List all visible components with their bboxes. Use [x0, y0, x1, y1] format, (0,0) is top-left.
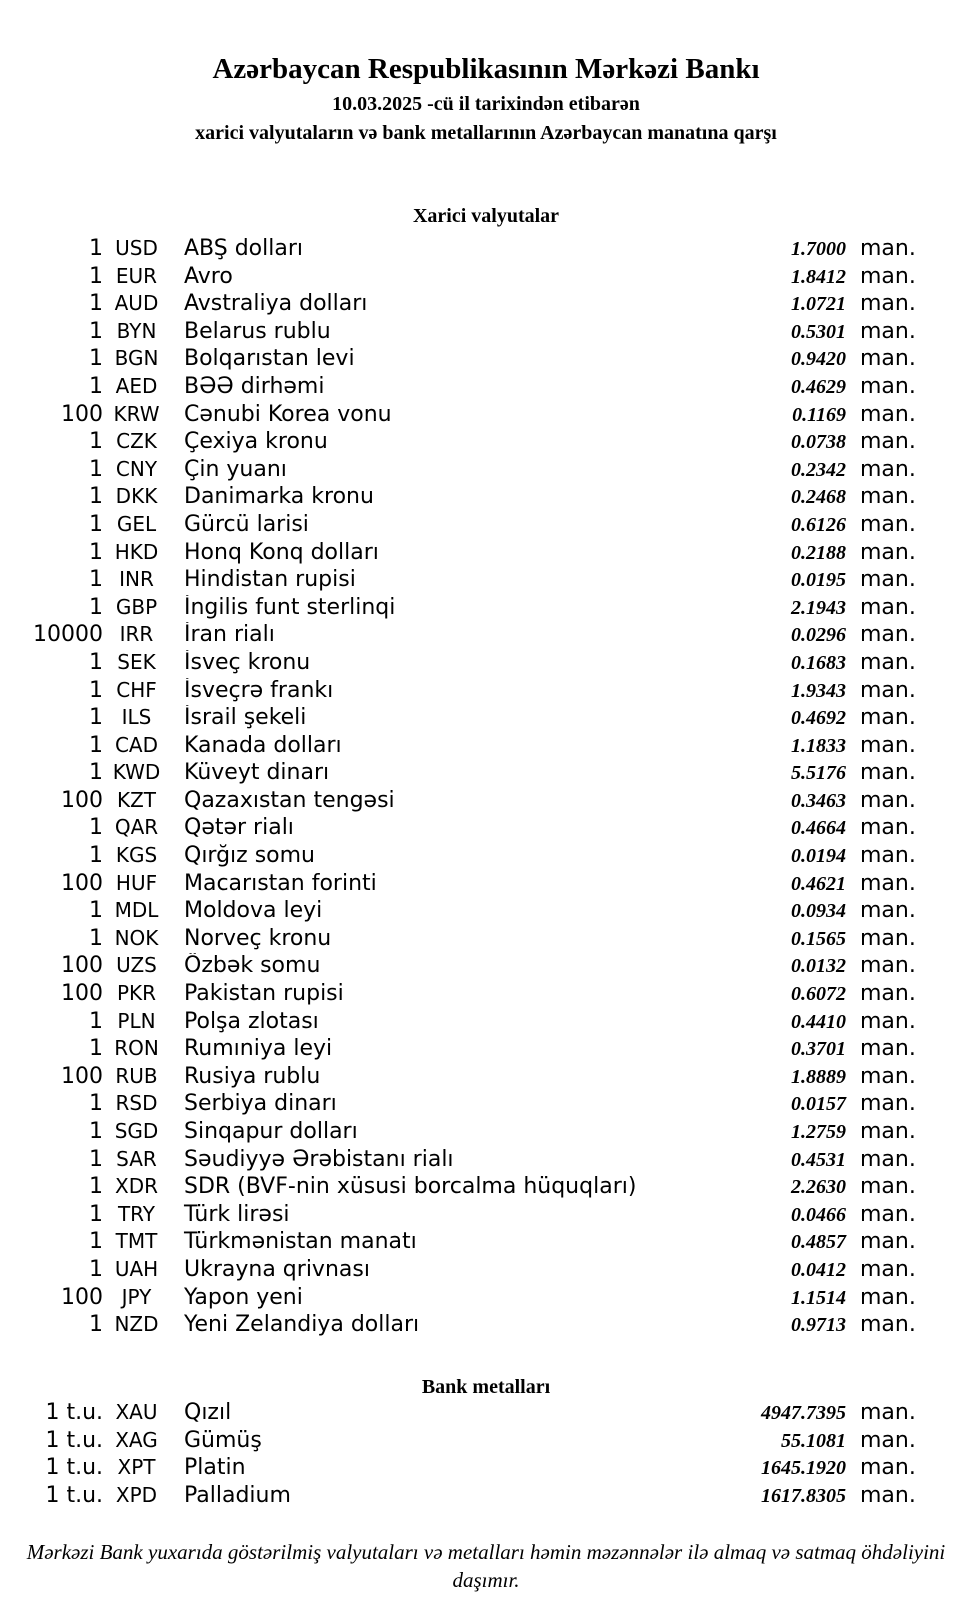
rate-cell: 1.1514: [791, 1286, 846, 1309]
name-cell: Honq Konq dolları: [184, 539, 379, 565]
rate-cell: 0.0132: [791, 955, 846, 978]
name-cell: Platin: [184, 1455, 246, 1481]
quantity-cell: 1: [89, 1174, 103, 1200]
quantity-cell: 1: [89, 1119, 103, 1144]
quantity-cell: 1: [89, 456, 103, 482]
currency-row: [0, 733, 972, 761]
unit-cell: man.: [860, 429, 916, 455]
currency-row: [0, 429, 972, 457]
rate-cell: 0.0296: [791, 624, 846, 647]
code-cell: KGS: [115, 843, 158, 868]
unit-cell: man.: [860, 1400, 916, 1425]
currency-row: [0, 926, 972, 954]
name-cell: Ukrayna qrivnası: [184, 1256, 370, 1282]
quantity-cell: 1: [89, 567, 103, 593]
quantity-cell: 1: [89, 1312, 103, 1338]
name-cell: Palladium: [184, 1482, 291, 1508]
currency-row: [0, 760, 972, 788]
currency-row: [0, 567, 972, 595]
rate-cell: 0.3463: [791, 789, 846, 812]
unit-cell: man.: [860, 456, 916, 482]
quantity-cell: 1: [89, 263, 103, 289]
name-cell: Avstraliya dolları: [184, 291, 368, 317]
quantity-cell: 100: [61, 981, 103, 1007]
quantity-cell: 100: [61, 1284, 103, 1310]
code-cell: SAR: [116, 1146, 157, 1171]
quantity-cell: 1: [89, 1256, 103, 1282]
code-cell: UZS: [116, 953, 157, 978]
quantity-cell: 1: [89, 925, 103, 951]
metal-row: [0, 1400, 972, 1428]
code-cell: GBP: [115, 594, 158, 619]
unit-cell: man.: [860, 677, 916, 703]
rate-cell: 0.3701: [791, 1038, 846, 1061]
code-cell: XPD: [115, 1482, 158, 1507]
code-cell: INR: [119, 567, 154, 592]
code-cell: RUB: [115, 1063, 158, 1088]
unit-cell: man.: [860, 760, 916, 786]
rate-cell: 0.4629: [791, 375, 846, 398]
name-cell: BƏƏ dirhəmi: [184, 373, 325, 399]
unit-cell: man.: [860, 981, 916, 1007]
unit-cell: man.: [860, 291, 916, 317]
currency-row: [0, 540, 972, 568]
quantity-cell: 1 t.u.: [45, 1455, 103, 1481]
rate-cell: 1.9343: [791, 679, 846, 702]
rate-cell: 0.4857: [791, 1231, 846, 1254]
unit-cell: man.: [860, 622, 916, 648]
code-cell: ILS: [121, 705, 152, 730]
quantity-cell: 100: [61, 401, 103, 427]
unit-cell: man.: [860, 594, 916, 620]
code-cell: EUR: [115, 263, 158, 288]
currency-row: [0, 1312, 972, 1340]
quantity-cell: 1: [89, 760, 103, 786]
quantity-cell: 100: [61, 870, 103, 896]
quantity-cell: 1: [89, 373, 103, 399]
name-cell: Bolqarıstan levi: [184, 346, 355, 372]
rate-cell: 4947.7395: [761, 1402, 846, 1424]
code-cell: BYN: [116, 318, 157, 343]
name-cell: İsveç kronu: [184, 649, 311, 675]
code-cell: IRR: [119, 622, 154, 647]
rate-cell: 0.9713: [791, 1314, 846, 1337]
currency-row: [0, 291, 972, 319]
code-cell: CHF: [116, 677, 157, 702]
code-cell: PLN: [117, 1008, 156, 1033]
code-cell: BGN: [114, 346, 159, 371]
quantity-cell: 1: [89, 1036, 103, 1062]
currency-row: [0, 319, 972, 347]
name-cell: Serbiya dinarı: [184, 1091, 337, 1117]
code-cell: NOK: [114, 925, 159, 950]
name-cell: Türk lirəsi: [184, 1201, 290, 1227]
code-cell: NZD: [114, 1312, 159, 1337]
code-cell: HKD: [114, 539, 159, 564]
unit-cell: man.: [860, 815, 916, 841]
name-cell: Qızıl: [184, 1400, 232, 1425]
currencies-section-title: Xarici valyutalar: [412, 205, 560, 227]
unit-cell: man.: [860, 925, 916, 951]
currency-row: [0, 843, 972, 871]
rate-cell: 0.2468: [791, 486, 846, 509]
unit-cell: man.: [860, 263, 916, 289]
currency-row: [0, 788, 972, 816]
rate-cell: 0.1169: [792, 403, 846, 426]
rate-cell: 0.5301: [791, 320, 846, 343]
currency-row: [0, 1064, 972, 1092]
currency-row: [0, 650, 972, 678]
quantity-cell: 1: [89, 1091, 103, 1117]
quantity-cell: 1: [89, 318, 103, 344]
name-cell: Rusiya rublu: [184, 1063, 321, 1089]
quantity-cell: 1: [89, 539, 103, 565]
unit-cell: man.: [860, 1008, 916, 1034]
currency-row: [0, 484, 972, 512]
quantity-cell: 1: [89, 484, 103, 510]
quantity-cell: 100: [61, 1063, 103, 1089]
name-cell: Macarıstan forinti: [184, 870, 377, 896]
unit-cell: man.: [860, 1063, 916, 1089]
name-cell: Gürcü larisi: [184, 511, 309, 537]
quantity-cell: 1: [89, 843, 103, 869]
rate-cell: 1.2759: [791, 1121, 846, 1143]
code-cell: RON: [114, 1036, 159, 1061]
rate-cell: 0.4621: [791, 872, 846, 895]
unit-cell: man.: [860, 953, 916, 979]
name-cell: Çexiya kronu: [184, 429, 328, 455]
effective-date: 10.03.2025 -cü il tarixindən etibarən: [332, 93, 640, 115]
unit-cell: man.: [860, 705, 916, 731]
rate-cell: 0.4664: [791, 817, 846, 840]
metal-row: [0, 1428, 972, 1456]
unit-cell: man.: [860, 732, 916, 758]
currency-row: [0, 264, 972, 292]
name-cell: Çin yuanı: [184, 456, 287, 482]
name-cell: Polşa zlotası: [184, 1008, 319, 1034]
name-cell: İngilis funt sterlinqi: [184, 594, 396, 620]
rate-cell: 5.5176: [791, 762, 846, 785]
quantity-cell: 1: [89, 236, 103, 261]
currency-row: [0, 1036, 972, 1064]
code-cell: HUF: [115, 870, 158, 895]
currency-list: [0, 236, 972, 1340]
currency-row: [0, 815, 972, 843]
quantity-cell: 1: [89, 1008, 103, 1034]
code-cell: MDL: [114, 898, 159, 923]
currency-row: [0, 1091, 972, 1119]
quantity-cell: 1: [89, 1201, 103, 1227]
rate-cell: 0.1565: [791, 927, 846, 950]
unit-cell: man.: [860, 346, 916, 372]
quantity-cell: 1 t.u.: [45, 1482, 103, 1508]
unit-cell: man.: [860, 649, 916, 675]
currency-row: [0, 898, 972, 926]
rate-cell: 1.8412: [791, 265, 846, 288]
currency-row: [0, 1257, 972, 1285]
name-cell: Kanada dolları: [184, 732, 342, 758]
disclaimer-text: Mərkəzi Bank yuxarıda göstərilmiş valyutaları və metalları həmin məzənnələr ilə almaq və satmaq öhdəliyini daşımır.: [26, 1540, 946, 1592]
name-cell: İran rialı: [184, 622, 275, 648]
name-cell: SDR (BVF-nin xüsusi borcalma hüquqları): [184, 1174, 637, 1200]
quantity-cell: 10000: [33, 622, 103, 648]
name-cell: Moldova leyi: [184, 898, 323, 924]
unit-cell: man.: [860, 1482, 916, 1508]
rate-cell: 2.1943: [791, 596, 846, 619]
code-cell: DKK: [115, 484, 158, 509]
name-cell: Danimarka kronu: [184, 484, 374, 510]
currency-row: [0, 346, 972, 374]
rate-cell: 1.1833: [791, 734, 846, 757]
rate-cell: 0.0195: [791, 569, 846, 592]
currency-row: [0, 1174, 972, 1202]
currency-row: [0, 236, 972, 264]
rate-cell: 2.2630: [791, 1176, 846, 1199]
unit-cell: man.: [860, 539, 916, 565]
unit-cell: man.: [860, 1146, 916, 1172]
metal-row: [0, 1455, 972, 1483]
name-cell: Yapon yeni: [184, 1284, 303, 1310]
name-cell: Pakistan rupisi: [184, 981, 344, 1007]
name-cell: Küveyt dinarı: [184, 760, 330, 786]
name-cell: Belarus rublu: [184, 318, 331, 344]
code-cell: SEK: [117, 649, 156, 674]
code-cell: AED: [115, 373, 158, 398]
quantity-cell: 100: [61, 787, 103, 813]
currency-row: [0, 705, 972, 733]
code-cell: CZK: [116, 429, 157, 454]
rate-cell: 1617.8305: [761, 1484, 846, 1507]
code-cell: XAU: [115, 1400, 158, 1424]
name-cell: Qətər rialı: [184, 815, 294, 841]
unit-cell: man.: [860, 843, 916, 869]
unit-cell: man.: [860, 401, 916, 427]
unit-cell: man.: [860, 870, 916, 896]
quantity-cell: 1 t.u.: [45, 1427, 103, 1453]
quantity-cell: 1: [89, 1146, 103, 1172]
quantity-cell: 1: [89, 732, 103, 758]
unit-cell: man.: [860, 787, 916, 813]
code-cell: XDR: [115, 1174, 158, 1199]
unit-cell: man.: [860, 1091, 916, 1117]
code-cell: KRW: [113, 401, 160, 426]
rate-cell: 0.4410: [791, 1010, 846, 1033]
unit-cell: man.: [860, 1256, 916, 1282]
metal-list: [0, 1400, 972, 1510]
rate-cell: 1645.1920: [761, 1457, 846, 1480]
rate-cell: 0.6072: [791, 983, 846, 1006]
unit-cell: man.: [860, 1427, 916, 1453]
name-cell: Hindistan rupisi: [184, 567, 356, 593]
rate-cell: 0.9420: [791, 348, 846, 371]
rate-cell: 0.2342: [791, 458, 846, 481]
code-cell: KWD: [112, 760, 161, 785]
currency-row: [0, 1285, 972, 1313]
rate-cell: 0.4692: [791, 707, 846, 730]
currency-row: [0, 622, 972, 650]
code-cell: JPY: [121, 1284, 152, 1309]
unit-cell: man.: [860, 898, 916, 924]
rate-cell: 0.0738: [791, 431, 846, 454]
rate-cell: 1.8889: [791, 1065, 846, 1088]
quantity-cell: 1: [89, 291, 103, 317]
quantity-cell: 1: [89, 511, 103, 537]
name-cell: Yeni Zelandiya dolları: [184, 1312, 420, 1338]
metals-section-title: Bank metalları: [421, 1376, 551, 1398]
unit-cell: man.: [860, 511, 916, 537]
page-subtitle: xarici valyutaların və bank metallarının Azərbaycan manatına qarşı: [195, 122, 777, 144]
currency-row: [0, 1202, 972, 1230]
code-cell: XPT: [117, 1455, 156, 1480]
unit-cell: man.: [860, 1119, 916, 1144]
code-cell: QAR: [114, 815, 159, 840]
currency-row: [0, 981, 972, 1009]
currency-row: [0, 678, 972, 706]
quantity-cell: 1: [89, 898, 103, 924]
code-cell: RSD: [115, 1091, 158, 1116]
quantity-cell: 100: [61, 953, 103, 979]
quantity-cell: 1: [89, 346, 103, 372]
currency-row: [0, 1229, 972, 1257]
unit-cell: man.: [860, 1312, 916, 1338]
name-cell: İsrail şekeli: [184, 705, 307, 731]
rate-cell: 55.1081: [781, 1429, 846, 1452]
currency-row: [0, 374, 972, 402]
unit-cell: man.: [860, 373, 916, 399]
name-cell: Özbək somu: [184, 953, 321, 979]
metal-row: [0, 1483, 972, 1511]
currency-row: [0, 595, 972, 623]
code-cell: CAD: [114, 732, 159, 757]
code-cell: SGD: [114, 1119, 159, 1143]
rate-cell: 0.2188: [791, 541, 846, 564]
code-cell: KZT: [116, 787, 157, 812]
currency-row: [0, 953, 972, 981]
name-cell: Səudiyyə Ərəbistanı rialı: [184, 1146, 454, 1172]
currency-row: [0, 1119, 972, 1147]
page-title: Azərbaycan Respublikasının Mərkəzi Bankı: [212, 53, 760, 85]
rate-cell: 0.0412: [791, 1258, 846, 1281]
unit-cell: man.: [860, 1284, 916, 1310]
quantity-cell: 1: [89, 705, 103, 731]
name-cell: Cənubi Korea vonu: [184, 401, 392, 427]
name-cell: Norveç kronu: [184, 925, 332, 951]
unit-cell: man.: [860, 1036, 916, 1062]
rate-cell: 1.0721: [791, 293, 846, 316]
code-cell: TMT: [115, 1229, 158, 1254]
code-cell: GEL: [116, 511, 157, 536]
name-cell: Sinqapur dolları: [184, 1119, 358, 1144]
quantity-cell: 1: [89, 815, 103, 841]
rate-cell: 0.0466: [791, 1203, 846, 1226]
unit-cell: man.: [860, 567, 916, 593]
name-cell: İsveçrə frankı: [184, 677, 334, 703]
rate-cell: 0.6126: [791, 513, 846, 536]
name-cell: Qazaxıstan tengəsi: [184, 787, 395, 813]
quantity-cell: 1: [89, 1229, 103, 1255]
unit-cell: man.: [860, 484, 916, 510]
rate-cell: 0.0194: [791, 845, 846, 868]
quantity-cell: 1: [89, 429, 103, 455]
rate-cell: 0.0934: [791, 900, 846, 923]
unit-cell: man.: [860, 1174, 916, 1200]
quantity-cell: 1: [89, 594, 103, 620]
code-cell: XAG: [115, 1427, 158, 1452]
name-cell: Türkmənistan manatı: [184, 1229, 417, 1255]
unit-cell: man.: [860, 318, 916, 344]
rate-cell: 0.1683: [791, 651, 846, 674]
code-cell: TRY: [117, 1201, 156, 1226]
code-cell: UAH: [114, 1256, 159, 1281]
unit-cell: man.: [860, 1201, 916, 1227]
name-cell: Rumıniya leyi: [184, 1036, 333, 1062]
code-cell: USD: [115, 236, 158, 260]
currency-row: [0, 1147, 972, 1175]
currency-row: [0, 402, 972, 430]
currency-row: [0, 457, 972, 485]
name-cell: ABŞ dolları: [184, 236, 304, 261]
name-cell: Avro: [184, 263, 233, 289]
code-cell: CNY: [115, 456, 158, 481]
name-cell: Qırğız somu: [184, 843, 316, 869]
currency-row: [0, 871, 972, 899]
unit-cell: man.: [860, 1229, 916, 1255]
rate-cell: 1.7000: [791, 238, 846, 260]
quantity-cell: 1: [89, 649, 103, 675]
rate-cell: 0.0157: [791, 1093, 846, 1116]
rate-cell: 0.4531: [791, 1148, 846, 1171]
code-cell: AUD: [114, 291, 159, 316]
currency-row: [0, 512, 972, 540]
quantity-cell: 1: [89, 677, 103, 703]
quantity-cell: 1 t.u.: [45, 1400, 103, 1425]
currency-row: [0, 1009, 972, 1037]
code-cell: PKR: [116, 981, 157, 1006]
unit-cell: man.: [860, 1455, 916, 1481]
unit-cell: man.: [860, 236, 916, 261]
name-cell: Gümüş: [184, 1427, 262, 1453]
